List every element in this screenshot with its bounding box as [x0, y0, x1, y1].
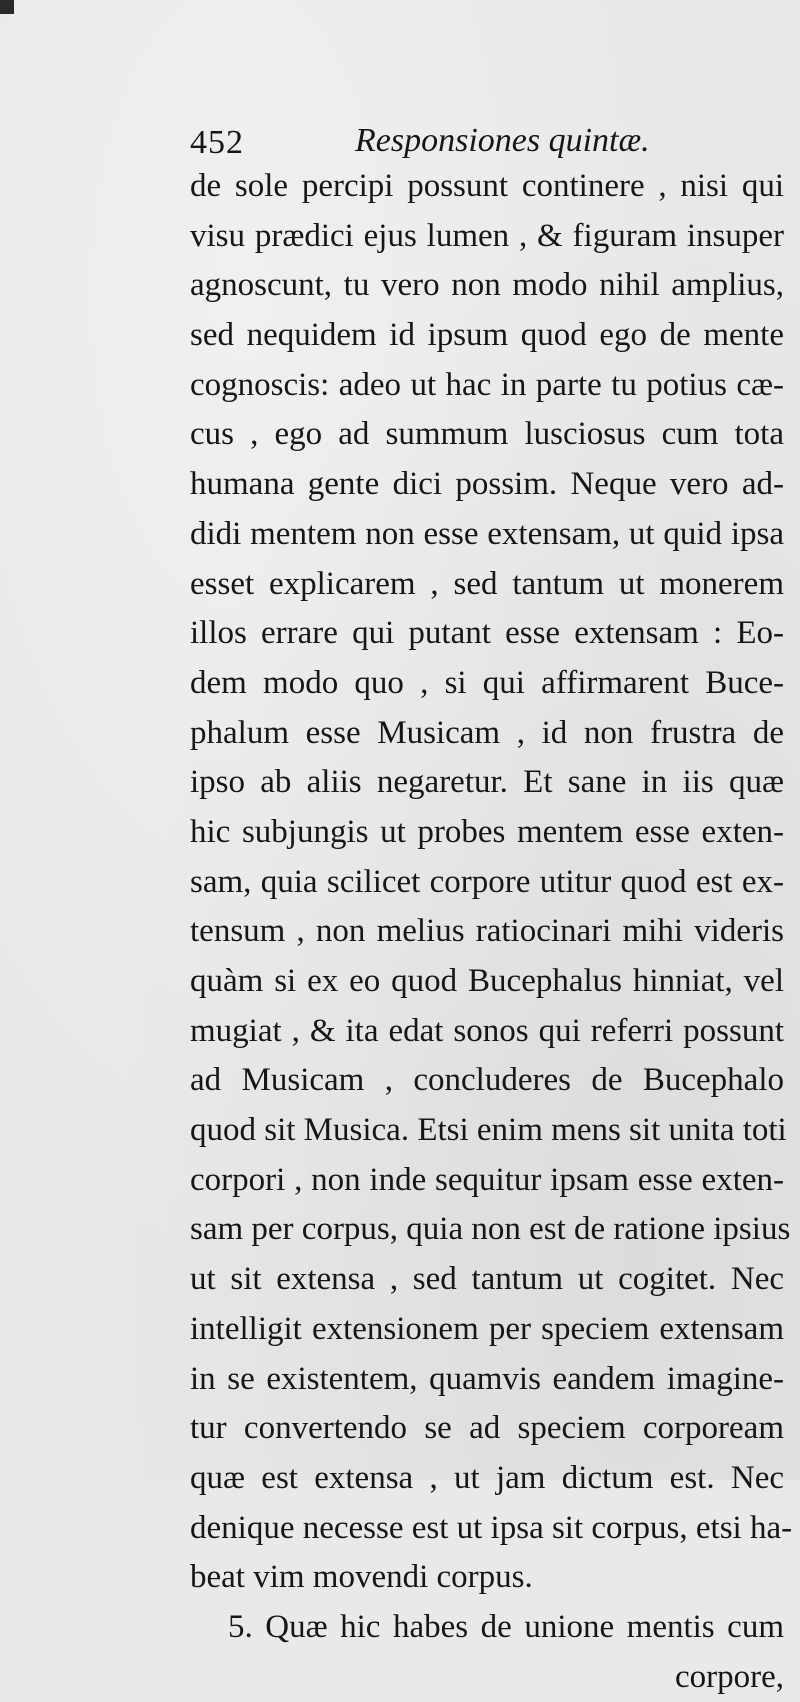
text-line: cus , ego ad summum lusciosus cum tota	[190, 416, 784, 453]
text-line: de sole percipi possunt continere , nisi qui	[190, 168, 784, 204]
text-line: visu prædici ejus lumen , & figuram insuper	[190, 217, 784, 254]
text-line: sam per corpus, quia non est de ratione ipsius	[190, 1211, 791, 1248]
text-line: didi mentem non esse extensam, ut quid ipsa	[190, 515, 784, 552]
text-line: ut sit extensa , sed tantum ut cogitet. Nec	[190, 1261, 784, 1298]
running-head	[190, 118, 780, 164]
text-line: cognoscis: adeo ut hac in parte tu potius cæ-	[190, 366, 784, 403]
text-line: ad Musicam , concluderes de Bucephalo	[190, 1062, 784, 1099]
text-line: denique necesse est ut ipsa sit corpus, etsi ha-	[190, 1509, 793, 1546]
text-line: quàm si ex eo quod Bucephalus hinniat, vel	[190, 963, 784, 999]
text-line: quod sit Musica. Etsi enim mens sit unita toti	[190, 1112, 787, 1149]
paragraph-start-line: 5. Quæ hic habes de unione mentis cum	[228, 1608, 784, 1645]
text-line: intelligit extensionem per speciem extensam	[190, 1310, 784, 1347]
text-line: tur convertendo se ad speciem corpoream	[190, 1410, 784, 1447]
text-line: esset explicarem , sed tantum ut monerem	[190, 565, 784, 602]
text-line: sed nequidem id ipsum quod ego de mente	[190, 317, 784, 354]
text-line: beat vim movendi corpus.	[190, 1559, 533, 1596]
text-line: corpori , non inde sequitur ipsam esse exten-	[190, 1161, 784, 1198]
text-line: dem modo quo , si qui affirmarent Buce-	[190, 664, 784, 701]
text-line: hic subjungis ut probes mentem esse exten-	[190, 813, 784, 850]
text-line: in se existentem, quamvis eandem imagine-	[190, 1360, 784, 1397]
text-line: sam, quia scilicet corpore utitur quod est ex-	[190, 863, 784, 900]
text-line: tensum , non melius ratiocinari mihi videris	[190, 913, 784, 950]
catchword: corpore,	[674, 1658, 784, 1695]
text-line: humana gente dici possim. Neque vero ad-	[190, 466, 784, 503]
text-line: agnoscunt, tu vero non modo nihil amplius,	[190, 267, 784, 304]
text-line: mugiat , & ita edat sonos qui referri possunt	[190, 1012, 784, 1049]
running-title: Responsiones quintæ.	[355, 122, 650, 159]
text-line: quæ est extensa , ut jam dictum est. Nec	[190, 1459, 784, 1496]
text-line: ipso ab aliis negaretur. Et sane in iis quæ	[190, 764, 784, 801]
page-number: 452	[190, 124, 244, 161]
scan-corner-mark	[0, 0, 14, 14]
text-line: illos errare qui putant esse extensam : Eo-	[190, 615, 784, 652]
body-text	[190, 162, 793, 1702]
text-line: phalum esse Musicam , id non frustra de	[190, 714, 784, 751]
